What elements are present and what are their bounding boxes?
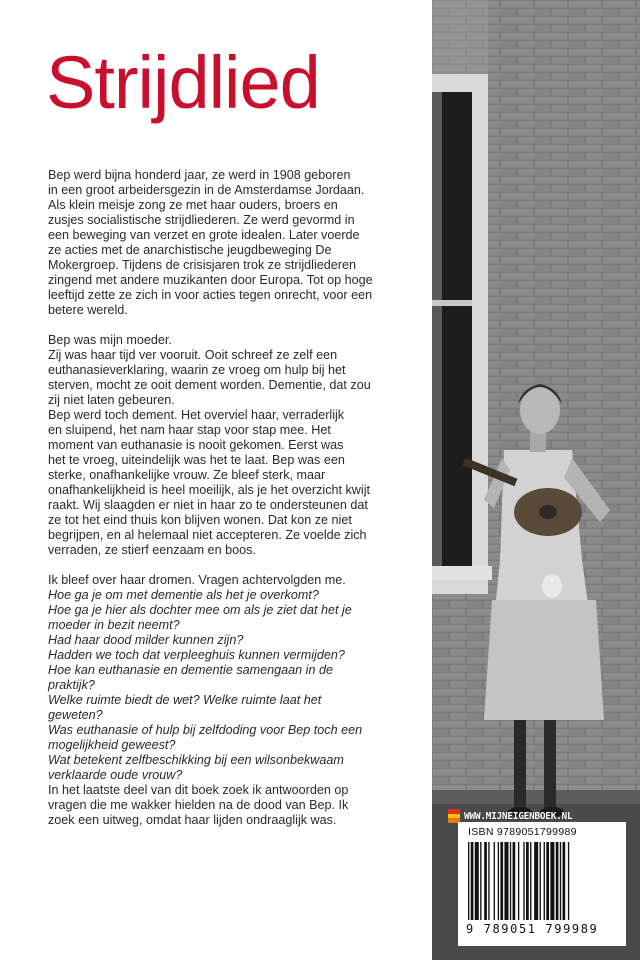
- isbn-label: ISBN 9789051799989: [468, 826, 577, 838]
- text-line: betere wereld.: [48, 303, 128, 317]
- question-line: praktijk?: [48, 678, 95, 692]
- publisher-url: WWW.MIJNEIGENBOEK.NL: [464, 810, 573, 822]
- questions-intro: Ik bleef over haar dromen. Vragen achtervolgden me.: [48, 573, 346, 587]
- question-line: Had haar dood milder kunnen zijn?: [48, 633, 244, 647]
- text-line: een beweging van verzet en grote idealen. Later voerde: [48, 228, 360, 242]
- text-line: verraden, ze stierf eenzaam en boos.: [48, 543, 256, 557]
- question-line: Hoe kan euthanasie en dementie samengaan in de: [48, 663, 333, 677]
- question-line: Wat betekent zelfbeschikking bij een wilsonbekwaam: [48, 753, 344, 767]
- text-line: moment van euthanasie is nooit gekomen. Eerst was: [48, 438, 344, 452]
- text-line: sterven, mocht ze ooit dement worden. Dementie, dat zou: [48, 378, 371, 392]
- question-line: Welke ruimte biedt de wet? Welke ruimte laat het: [48, 693, 322, 707]
- blurb-text: [48, 168, 424, 843]
- question-line: Hoe ga je hier als dochter mee om als je ziet dat het je: [48, 603, 352, 617]
- text-line: in een groot arbeidersgezin in de Amsterdamse Jordaan.: [48, 183, 365, 197]
- question-line: moeder in bezit neemt?: [48, 618, 180, 632]
- text-line: Als klein meisje zong ze met haar ouders, broers en: [48, 198, 338, 212]
- paragraph-mother: [48, 333, 424, 558]
- text-line: vragen die me wakker hielden na de dood van Bep. Ik: [48, 798, 349, 812]
- text-line: raakt. Wij slaagden er niet in haar zo te ondersteunen dat: [48, 498, 368, 512]
- paragraph-biography: [48, 168, 424, 318]
- text-line: Zij was haar tijd ver vooruit. Ooit schreef ze zelf een: [48, 348, 338, 362]
- text-line: het te vroeg, uiteindelijk was het te laat. Bep was een: [48, 453, 345, 467]
- question-line: Was euthanasie of hulp bij zelfdoding voor Bep toch een: [48, 723, 363, 737]
- text-line: begrijpen, en al helemaal niet accepteren. Ze voelde zich: [48, 528, 367, 542]
- book-title: Strijdlied: [46, 41, 320, 124]
- text-line: zij niet laten gebeuren.: [48, 393, 175, 407]
- text-line: leeftijd zette ze zich in voor acties tegen onrecht, voor een: [48, 288, 373, 302]
- flag-icon: [448, 809, 460, 823]
- text-line: euthanasieverklaring, waarin ze vroeg om hulp bij het: [48, 363, 346, 377]
- text-line: Bep was mijn moeder.: [48, 333, 172, 347]
- text-line: ze acties met de anarchistische jeugdbeweging De: [48, 243, 332, 257]
- text-line: sterke, onafhankelijke vrouw. Ze bleef sterk, maar: [48, 468, 326, 482]
- question-line: mogelijkheid geweest?: [48, 738, 176, 752]
- text-line: zusjes socialistische strijdliederen. Ze werd gevormd in: [48, 213, 355, 227]
- text-line: ze tot het eind thuis kon blijven wonen. Dat kon ze niet: [48, 513, 352, 527]
- text-line: en sluipend, het nam haar stap voor stap mee. Het: [48, 423, 331, 437]
- paragraph-questions: [48, 573, 424, 828]
- barcode-digits: 9 789051 799989: [466, 922, 599, 936]
- barcode-icon: [468, 842, 618, 922]
- text-line: onafhankelijkheid is heel moeilijk, als je het overzicht kwijt: [48, 483, 370, 497]
- text-line: Bep werd toch dement. Het overviel haar, verraderlijk: [48, 408, 345, 422]
- question-line: Hadden we toch dat verpleeghuis kunnen vermijden?: [48, 648, 345, 662]
- text-line: Mokergroep. Tijdens de crisisjaren trok ze strijdliederen: [48, 258, 356, 272]
- question-line: verklaarde oude vrouw?: [48, 768, 183, 782]
- text-line: In het laatste deel van dit boek zoek ik antwoorden op: [48, 783, 349, 797]
- question-line: geweten?: [48, 708, 103, 722]
- text-line: zoek een uitweg, omdat haar lijden ondraaglijk was.: [48, 813, 337, 827]
- text-line: zingend met andere muzikanten door Europa. Tot op hoge: [48, 273, 373, 287]
- text-line: Bep werd bijna honderd jaar, ze werd in 1908 geboren: [48, 168, 351, 182]
- barcode-box: [458, 822, 626, 946]
- question-line: Hoe ga je om met dementie als het je overkomt?: [48, 588, 319, 602]
